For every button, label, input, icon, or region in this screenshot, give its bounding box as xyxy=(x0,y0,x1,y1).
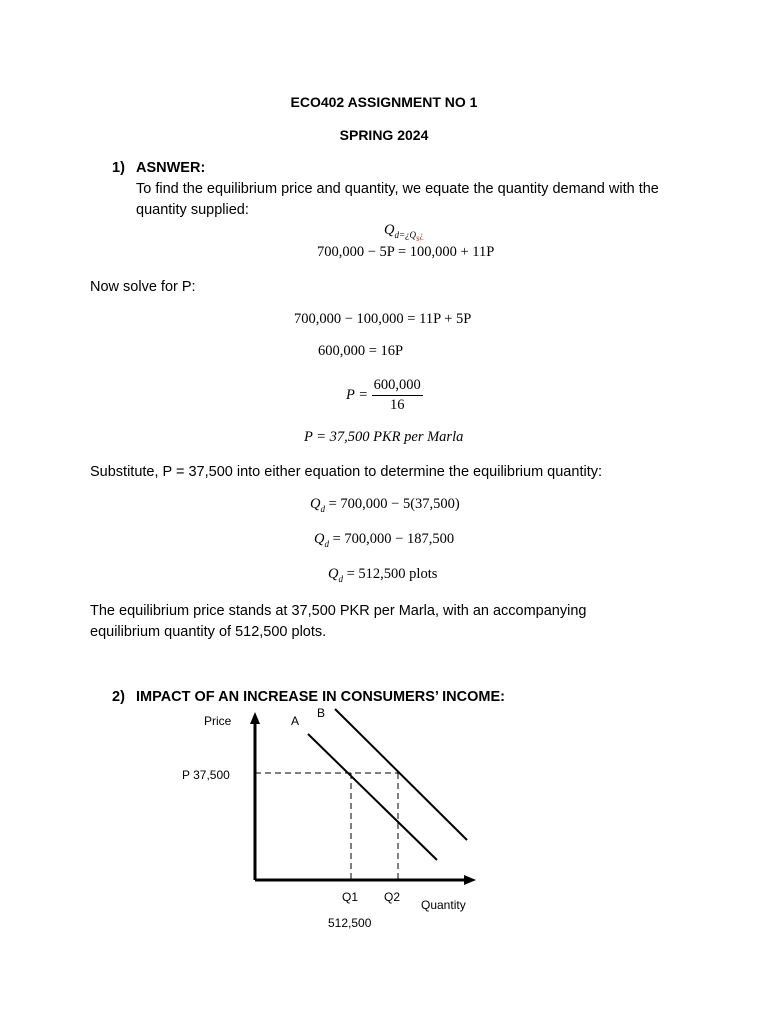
q2-heading: IMPACT OF AN INCREASE IN CONSUMERS’ INCOME: xyxy=(136,689,505,705)
qd-symbol: Q xyxy=(384,222,395,238)
eq6-sub: d xyxy=(320,503,325,514)
q1-value-label: 512,500 xyxy=(328,916,372,930)
substitute-text: Substitute, P = 37,500 into either equation to determine the equilibrium quantity: xyxy=(90,464,602,480)
solve-label: Now solve for P: xyxy=(90,279,196,295)
eq7-sub: d xyxy=(324,538,329,549)
eq8-q: Q xyxy=(328,566,339,582)
q1-label: Q1 xyxy=(342,890,359,904)
eq8-rest: = 512,500 plots xyxy=(342,566,438,582)
equation-3: 600,000 = 16P xyxy=(318,343,404,359)
q2-label: Q2 xyxy=(384,890,401,904)
q1-number: 1) xyxy=(112,160,125,176)
curve-a-label: A xyxy=(291,714,300,728)
qs-subscript: s xyxy=(416,232,420,243)
demand-curve-a xyxy=(308,734,437,860)
eq5-text: P = 37,500 PKR per Marla xyxy=(304,429,464,445)
x-axis-arrow xyxy=(464,875,476,885)
demand-curve-b xyxy=(335,709,467,840)
document-subtitle: SPRING 2024 xyxy=(339,127,429,143)
y-axis-arrow xyxy=(250,712,260,724)
qd-tail: ¿ xyxy=(419,229,424,240)
curve-b-label: B xyxy=(317,706,326,720)
eq8-sub: d xyxy=(338,573,343,584)
eq4-denominator: 16 xyxy=(389,397,405,413)
equation-1: 700,000 − 5P = 100,000 + 11P xyxy=(317,244,495,260)
document-title: ECO402 ASSIGNMENT NO 1 xyxy=(290,94,478,110)
qd-subscript: d=¿Q xyxy=(394,229,417,240)
eq4-numerator: 600,000 xyxy=(372,377,423,396)
quantity-axis-label: Quantity xyxy=(421,898,466,912)
q1-conclusion: The equilibrium price stands at 37,500 PKR per Marla, with an accompanying equilibrium quantity of 512,500 plots. xyxy=(90,603,587,640)
eq6-rest: = 700,000 − 5(37,500) xyxy=(324,496,460,512)
eq7-q: Q xyxy=(314,531,325,547)
q1-intro: To find the equilibrium price and quantity, we equate the quantity demand with the quantity supplied: xyxy=(136,181,659,218)
price-axis-label: Price xyxy=(204,714,232,728)
eq7-rest: = 700,000 − 187,500 xyxy=(328,531,455,547)
q2-number: 2) xyxy=(112,689,125,705)
eq6-q: Q xyxy=(310,496,321,512)
q1-heading: ASNWER: xyxy=(136,160,206,176)
eq4-lhs: P = xyxy=(346,387,369,403)
price-level-label: P 37,500 xyxy=(182,768,230,782)
equation-2: 700,000 − 100,000 = 11P + 5P xyxy=(294,311,472,327)
